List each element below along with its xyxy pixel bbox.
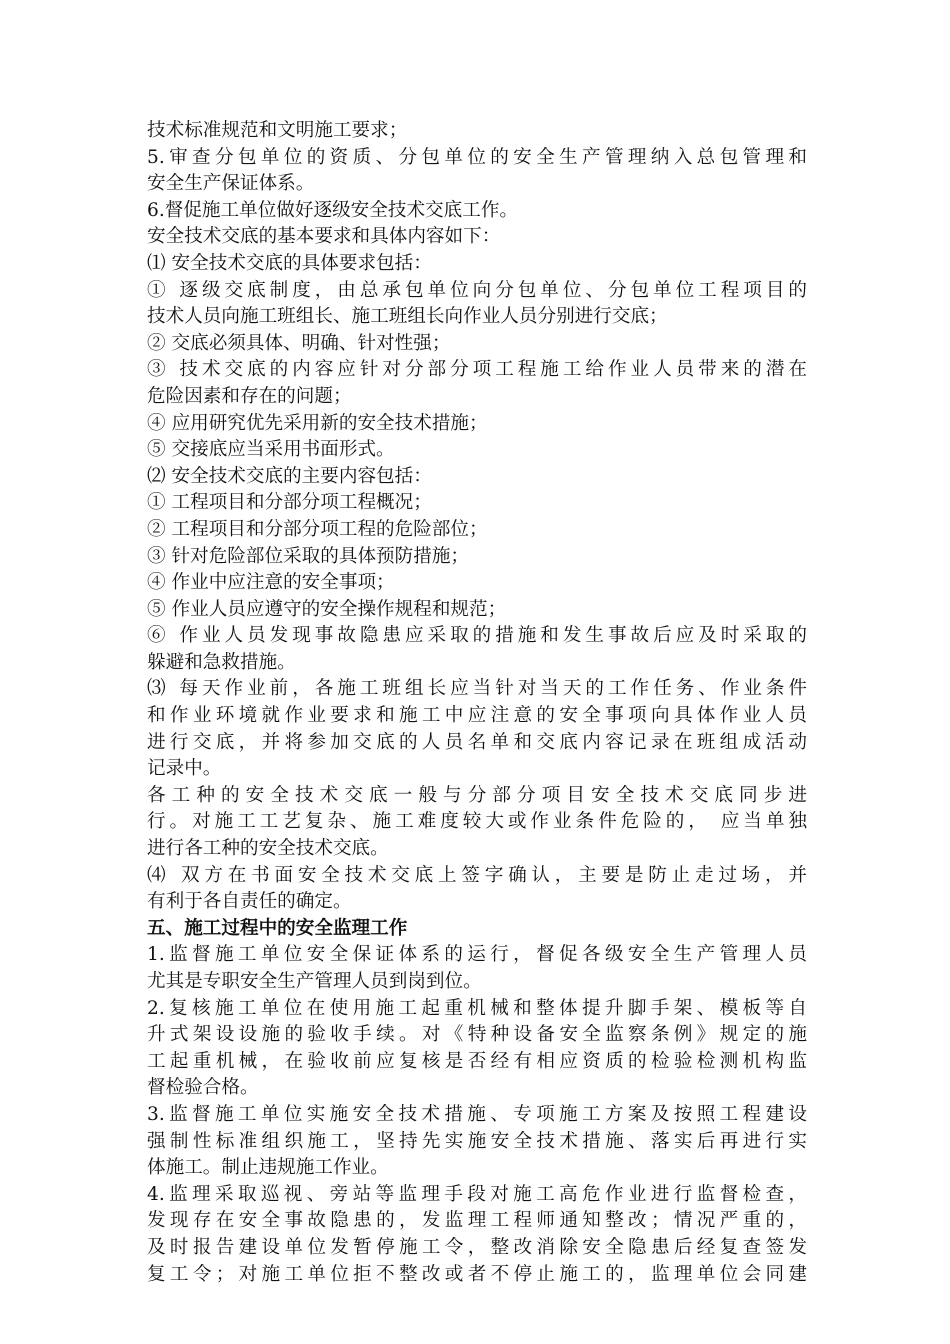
- text-line: 进行交底，并将参加交底的人员名单和交底内容记录在班组成活动: [147, 731, 807, 753]
- text-line: ⑷ 双方在书面安全技术交底上签字确认，主要是防止走过场，并: [147, 864, 807, 886]
- text-line: 升式架设设施的验收手续。对《特种设备安全监察条例》规定的施: [147, 1024, 807, 1046]
- text-line: 技术标准规范和文明施工要求；: [147, 120, 408, 141]
- document-body: [147, 118, 807, 1288]
- text-line: 复工令；对施工单位拒不整改或者不停止施工的，监理单位会同建: [147, 1263, 807, 1285]
- text-line: 1.监督施工单位安全保证体系的运行，督促各级安全生产管理人员: [147, 944, 807, 966]
- text-line: 及时报告建设单位发暂停施工令，整改消除安全隐患后经复查签发: [147, 1236, 807, 1258]
- text-line: ① 逐级交底制度，由总承包单位向分包单位、分包单位工程项目的: [147, 279, 807, 301]
- text-line: ⑶ 每天作业前，各施工班组长应当针对当天的工作任务、作业条件: [147, 678, 807, 700]
- text-line: 进行各工种的安全技术交底。: [147, 838, 389, 860]
- text-line: 安全技术交底的基本要求和具体内容如下：: [147, 226, 501, 248]
- text-line: 2.复核施工单位在使用施工起重机械和整体提升脚手架、模板等自: [147, 997, 807, 1019]
- text-line: 危险因素和存在的问题；: [147, 385, 352, 407]
- text-line: 4.监理采取巡视、旁站等监理手段对施工高危作业进行监督检查，: [147, 1183, 807, 1205]
- text-line: ③ 技术交底的内容应针对分部分项工程施工给作业人员带来的潜在: [147, 359, 807, 381]
- text-line: 发现存在安全事故隐患的，发监理工程师通知整改；情况严重的，: [147, 1210, 807, 1232]
- text-line: 行。对施工工艺复杂、施工难度较大或作业条件危险的， 应当单独: [147, 811, 807, 833]
- text-line: ⑴ 安全技术交底的具体要求包括：: [147, 252, 432, 274]
- text-line: 3.监督施工单位实施安全技术措施、专项施工方案及按照工程建设: [147, 1103, 807, 1125]
- text-line: ③ 针对危险部位采取的具体预防措施；: [147, 545, 470, 567]
- text-line: 技术人员向施工班组长、施工班组长向作业人员分别进行交底；: [147, 306, 668, 328]
- text-line: 6.督促施工单位做好逐级安全技术交底工作。: [147, 199, 519, 221]
- text-line: 督检验合格。: [147, 1077, 259, 1099]
- text-line: 体施工。制止违规施工作业。: [147, 1157, 389, 1179]
- text-line: 强制性标准组织施工，坚持先实施安全技术措施、落实后再进行实: [147, 1130, 807, 1152]
- text-line: 记录中。: [147, 758, 222, 780]
- text-line: ⑤ 作业人员应遵守的安全操作规程和规范；: [147, 598, 507, 620]
- text-line: ⑵ 安全技术交底的主要内容包括：: [147, 465, 432, 487]
- text-line: ④ 作业中应注意的安全事项；: [147, 572, 395, 594]
- text-line: 躲避和急救措施。: [147, 651, 296, 673]
- text-line: 安全生产保证体系。: [147, 173, 315, 195]
- text-line: 尤其是专职安全生产管理人员到岗到位。: [147, 971, 482, 992]
- text-line: 和作业环境就作业要求和施工中应注意的安全事项向具体作业人员: [147, 705, 807, 727]
- text-line: ⑥ 作业人员发现事故隐患应采取的措施和发生事故后应及时采取的: [147, 625, 807, 647]
- document-page: [147, 118, 807, 1288]
- text-line: 5.审查分包单位的资质、分包单位的安全生产管理纳入总包管理和: [147, 146, 807, 168]
- text-line: ④ 应用研究优先采用新的安全技术措施；: [147, 412, 488, 434]
- text-line: ② 交底必须具体、明确、针对性强；: [147, 332, 451, 354]
- text-line: 工起重机械，在验收前应复核是否经有相应资质的检验检测机构监: [147, 1050, 807, 1072]
- section-heading: 五、施工过程中的安全监理工作: [147, 917, 408, 939]
- text-line: 有利于各自责任的确定。: [147, 891, 352, 913]
- text-line: ⑤ 交接底应当采用书面形式。: [147, 439, 395, 461]
- text-line: ① 工程项目和分部分项工程概况；: [147, 492, 432, 514]
- text-line: 各工种的安全技术交底一般与分部分项目安全技术交底同步进: [147, 784, 807, 806]
- text-line: ② 工程项目和分部分项工程的危险部位；: [147, 518, 488, 540]
